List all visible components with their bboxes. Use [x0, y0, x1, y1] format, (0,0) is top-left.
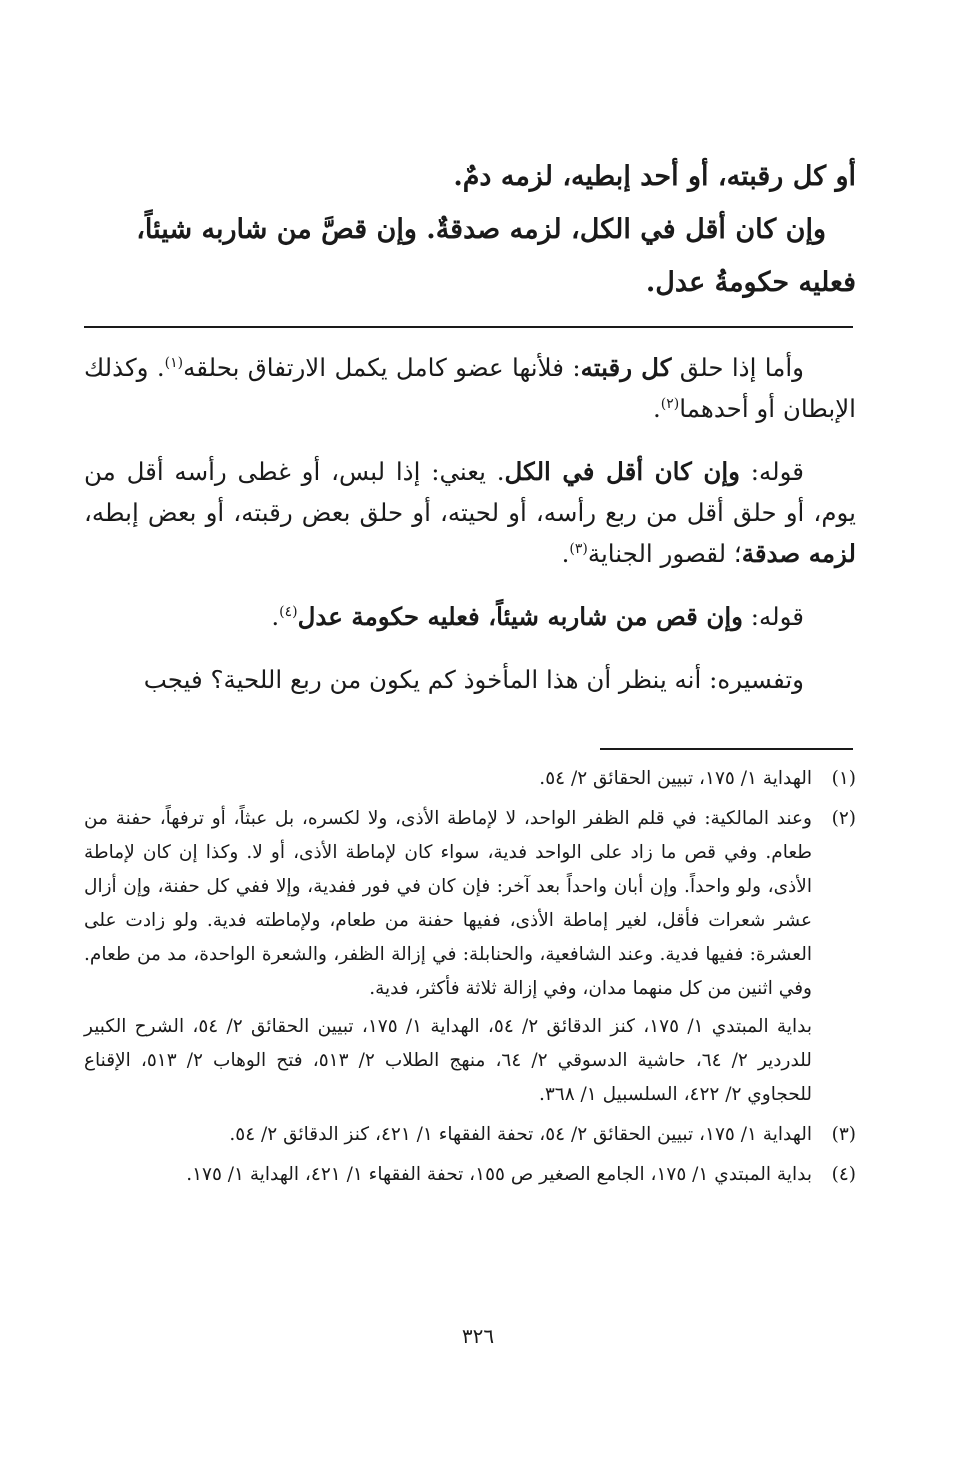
footnote: [84, 802, 856, 1112]
text-span: . وكذلك الإبطان أو أحدهما: [84, 353, 856, 423]
quoted-matn: وإن قص من شاربه شيئاً، فعليه حكومة عدل: [297, 602, 743, 631]
matn-line: وإن كان أقل في الكل، لزمه صدقةٌ. وإن قصَّ من شاربه شيئاً،: [136, 214, 826, 245]
footnote: [84, 1118, 856, 1152]
text-span: .: [271, 602, 280, 631]
footnote-number: (٢): [831, 808, 856, 829]
footnote: [84, 1158, 856, 1192]
matn-line: أو كل رقبته، أو أحد إبطيه، لزمه دمٌ.: [453, 161, 856, 192]
text-span: قوله:: [750, 457, 804, 486]
footnote-text: وعند المالكية: في قلم الظفر الواحد، لا لإماطة الأذى، ولا لكسره، بل عبثاً، أو ترفهاً، حفنة من طعام. وفي قص ما زاد على الواحد فدية، سواء كان لإماطة الأذى، أو لا. وكذا إن كان لإماطة الأذى، ولو واحداً. وإن أبان واحداً بعد آخر: فإن كان في فور ففدية، وإلا ففي كل حفنة، وإن أزال عشر شعرات فأقل، لغير إماطة الأذى، ففيها حفنة من طعام، ولإماطته فدية. ولو زادت على العشرة: ففيها فدية. وعند الشافعية، والحنابلة: في إزالة الظفر، والشعرة الواحدة، مد من طعام. وفي اثنين من كل منهما مدان، وفي إزالة ثلاثة فأكثر، فدية.: [84, 808, 812, 999]
text-span: ؛ لقصور الجناية: [587, 539, 742, 568]
footnote: [84, 762, 856, 796]
commentary-text: [84, 347, 856, 700]
commentary-paragraph: [84, 347, 856, 429]
quoted-matn: لزمه صدقة: [741, 539, 856, 568]
footnote-ref: (٢): [660, 395, 680, 412]
footnote-ref: (٣): [569, 540, 588, 557]
footnote-text: الهداية ١/ ١٧٥، تبيين الحقائق ٢/ ٥٤.: [539, 768, 812, 789]
commentary-paragraph: وتفسيره: أنه ينظر أن هذا المأخوذ كم يكون من ربع اللحية؟ فيجب: [143, 665, 804, 694]
matn-divider: [84, 326, 853, 328]
footnote-divider: [600, 748, 853, 750]
footnote-sources: بداية المبتدي ١/ ١٧٥، كنز الدقائق ٢/ ٥٤، الهداية ١/ ١٧٥، تبيين الحقائق ٢/ ٥٤، الشرح الكبير للدردير ٢/ ٦٤، حاشية الدسوقي ٢/ ٦٤، منهج الطلاب ٢/ ٥١٣، فتح الوهاب ٢/ ٥١٣، الإقناع للحجاوي ٢/ ٤٢٢، السلسبيل ١/ ٣٦٨.: [84, 1016, 812, 1105]
text-span: . يعني: إذا لبس، أو غطى رأسه أقل من يوم، أو حلق أقل من ربع رأسه، أو لحيته، أو حلق بعض رقبته، أو بعض إبطه،: [84, 457, 856, 527]
text-span: : فلأنها عضو كامل يكمل الارتفاق بحلقه: [183, 353, 581, 382]
commentary-paragraph: [84, 451, 856, 574]
commentary-paragraph: [84, 596, 856, 637]
text-span: وأما إذا حلق: [679, 353, 804, 382]
footnote-ref: (٤): [279, 603, 298, 620]
text-span: قوله:: [750, 602, 804, 631]
footnote-number: (٣): [831, 1124, 856, 1145]
footnote-text: بداية المبتدي ١/ ١٧٥، الجامع الصغير ص ١٥٥، تحفة الفقهاء ١/ ٤٢١، الهداية ١/ ١٧٥.: [186, 1164, 812, 1185]
footnote-text: الهداية ١/ ١٧٥، تبيين الحقائق ٢/ ٥٤، تحفة الفقهاء ١/ ٤٢١، كنز الدقائق ٢/ ٥٤.: [229, 1124, 812, 1145]
quoted-matn: وإن كان أقل في الكل: [504, 457, 740, 486]
quoted-matn: كل رقبته: [580, 353, 672, 382]
footnote-number: (١): [831, 768, 856, 789]
footnotes: [84, 762, 856, 1198]
matn-text: [84, 150, 856, 309]
page-number: ٣٢٦: [461, 1324, 495, 1348]
footnote-number: (٤): [831, 1164, 856, 1185]
text-span: .: [653, 394, 661, 423]
footnote-ref: (١): [164, 354, 184, 371]
text-span: .: [561, 539, 570, 568]
matn-line: فعليه حكومةُ عدل.: [645, 267, 856, 298]
